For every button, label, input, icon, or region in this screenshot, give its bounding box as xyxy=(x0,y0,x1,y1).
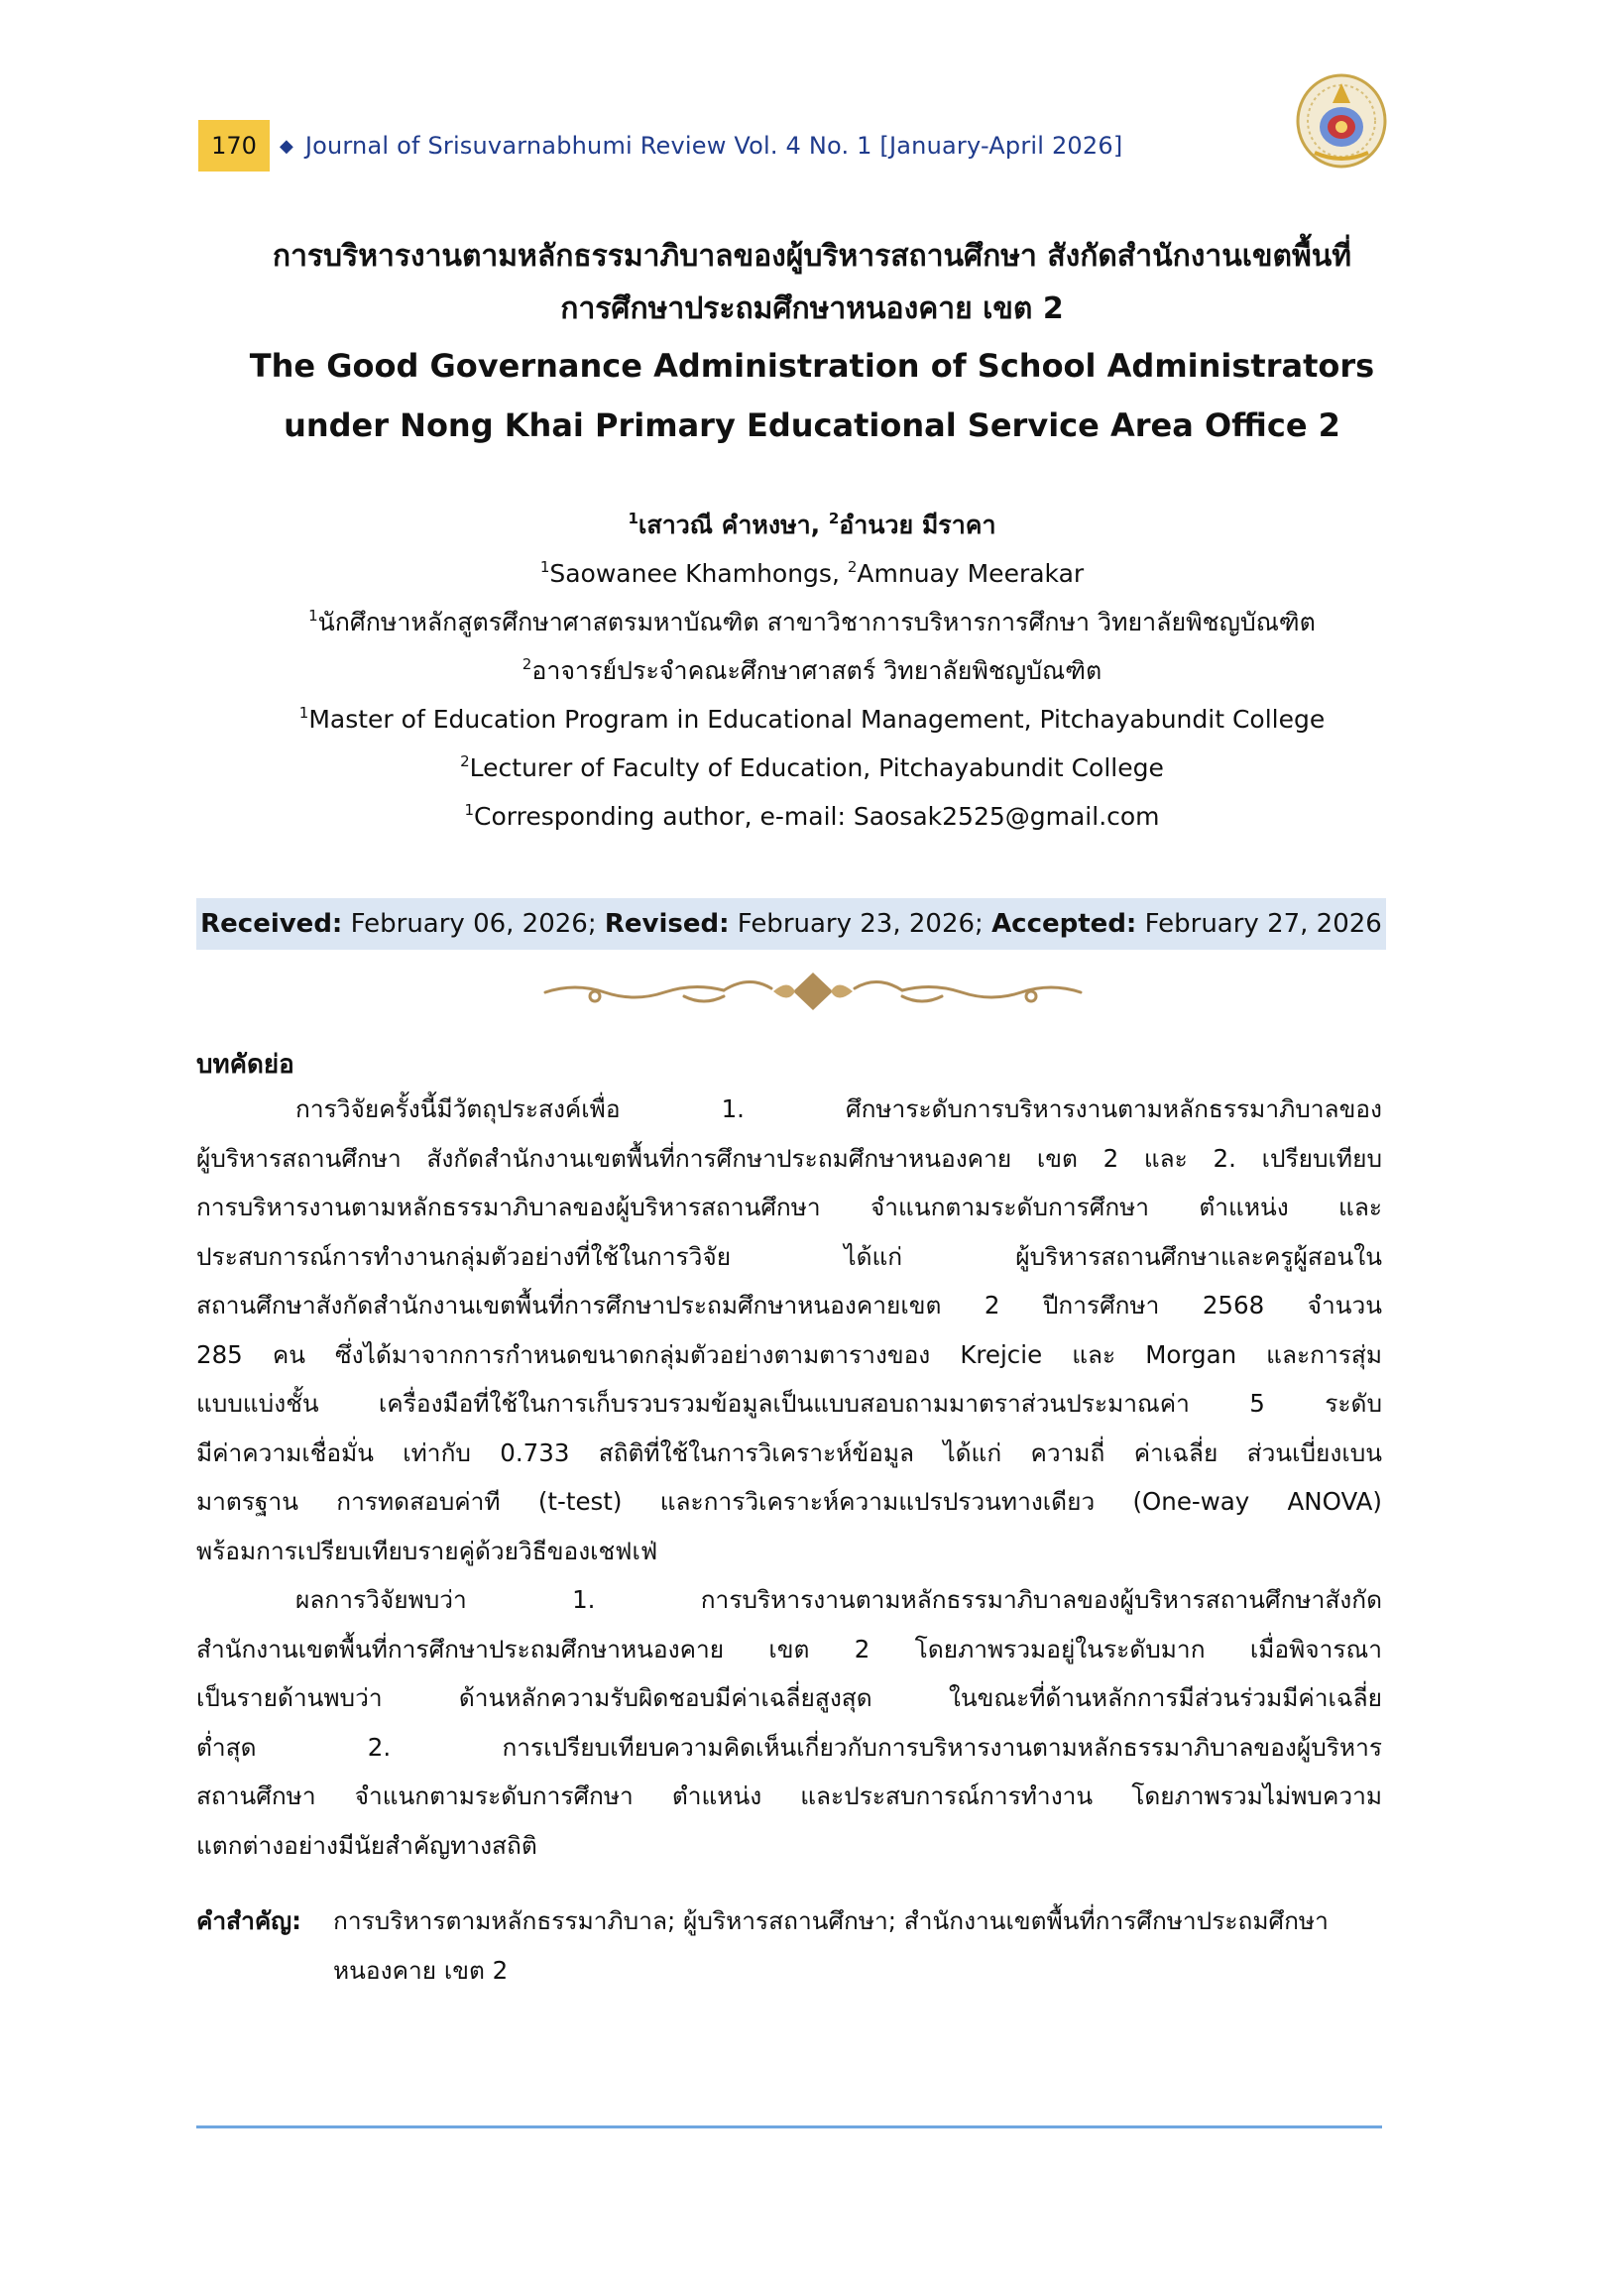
abstract-line: ผลการวิจัยพบว่า 1. การบริหารงานตามหลักธรรมาภิบาลของผู้บริหารสถานศึกษาสังกัด xyxy=(295,1585,1382,1614)
journal-title: Journal of Srisuvarnabhumi Review Vol. 4 No. 1 [January-April 2026] xyxy=(304,132,1123,160)
submission-dates: Received: February 06, 2026; Revised: February 23, 2026; Accepted: February 27, 2026 xyxy=(196,898,1386,950)
abstract-line: ต่ำสุด 2. การเปรียบเทียบความคิดเห็นเกี่ยวกับการบริหารงานตามหลักธรรมาภิบาลของผู้บริหาร xyxy=(196,1732,1382,1762)
abstract-heading: บทคัดย่อ xyxy=(196,1050,294,1080)
abstract-line: แตกต่างอย่างมีนัยสำคัญทางสถิติ xyxy=(196,1830,537,1860)
title-thai-line-1: การบริหารงานตามหลักธรรมาภิบาลของผู้บริหารสถานศึกษา สังกัดสำนักงานเขตพื้นที่ xyxy=(272,239,1352,274)
college-seal-logo-icon xyxy=(1295,69,1388,169)
abstract-line: แบบแบ่งชั้น เครื่องมือที่ใช้ในการเก็บรวบรวมข้อมูลเป็นแบบสอบถามมาตราส่วนประมาณค่า 5 ระดับ xyxy=(196,1389,1382,1418)
title-english-line-2: under Nong Khai Primary Educational Service Area Office 2 xyxy=(284,406,1340,444)
abstract-line: สถานศึกษาสังกัดสำนักงานเขตพื้นที่การศึกษาประถมศึกษาหนองคายเขต 2 ปีการศึกษา 2568 จำนวน xyxy=(196,1291,1382,1320)
abstract-line: สำนักงานเขตพื้นที่การศึกษาประถมศึกษาหนองคาย เขต 2 โดยภาพรวมอยู่ในระดับมาก เมื่อพิจารณา xyxy=(196,1634,1382,1664)
keywords xyxy=(196,1896,1382,1995)
abstract-line: การบริหารงานตามหลักธรรมาภิบาลของผู้บริหารสถานศึกษา จำแนกตามระดับการศึกษา ตำแหน่ง และ xyxy=(196,1193,1382,1221)
abstract-line: เป็นรายด้านพบว่า ด้านหลักความรับผิดชอบมีค่าเฉลี่ยสูงสุด ในขณะที่ด้านหลักการมีส่วนร่วมมีค่าเฉลี่ย xyxy=(196,1683,1382,1712)
keywords-text: การบริหารตามหลักธรรมาภิบาล; ผู้บริหารสถานศึกษา; สำนักงานเขตพื้นที่การศึกษาประถมศึกษา xyxy=(333,1906,1329,1935)
abstract-line: พร้อมการเปรียบเทียบรายคู่ด้วยวิธีของเชฟเฟ่ xyxy=(196,1536,658,1565)
title-english-line-1: The Good Governance Administration of School Administrators xyxy=(249,347,1375,385)
author-block xyxy=(149,501,1475,841)
abstract-line: มีค่าความเชื่อมั่น เท่ากับ 0.733 สถิติที่ใช้ในการวิเคราะห์ข้อมูล ได้แก่ ความถี่ ค่าเฉลี่ย ส่วนเบี่ยงเบน xyxy=(196,1437,1382,1467)
keywords-label: คำสำคัญ: xyxy=(196,1906,301,1935)
affiliation-thai-2: $^2$อาจารย์ประจำคณะศึกษาศาสตร์ วิทยาลัยพิชญบัณฑิต xyxy=(522,655,1102,685)
affiliation-english-2: $^2$Lecturer of Faculty of Education, Pitchayabundit College xyxy=(460,752,1164,782)
affiliation-thai-1: $^1$นักศึกษาหลักสูตรศึกษาศาสตรมหาบัณฑิต สาขาวิชาการบริหารการศึกษา วิทยาลัยพิชญบัณฑิต xyxy=(308,607,1316,636)
abstract-line: การวิจัยครั้งนี้มีวัตถุประสงค์เพื่อ 1. ศึกษาระดับการบริหารงานตามหลักธรรมาภิบาลของ xyxy=(295,1094,1382,1123)
abstract-line: ผู้บริหารสถานศึกษา สังกัดสำนักงานเขตพื้นที่การศึกษาประถมศึกษาหนองคาย เขต 2 และ 2. เปรียบเทียบ xyxy=(196,1143,1382,1173)
page-number: 170 xyxy=(198,120,270,172)
abstract-body xyxy=(196,1085,1382,1870)
running-header xyxy=(198,120,1122,172)
diamond-bullet-icon: ◆ xyxy=(280,135,293,157)
authors-thai: $^1$เสาวณี คำหงษา, $^2$อำนวย มีราคา xyxy=(628,510,996,539)
abstract-line: ประสบการณ์การทำงานกลุ่มตัวอย่างที่ใช้ในการวิจัย ได้แก่ ผู้บริหารสถานศึกษาและครูผู้สอนใน xyxy=(196,1241,1382,1271)
paper-title xyxy=(149,230,1475,454)
abstract-line: 285 คน ซึ่งได้มาจากการกำหนดขนาดกลุ่มตัวอย่างตามตารางของ Krejcie และ Morgan และการสุ่ม xyxy=(196,1339,1382,1369)
abstract-line: มาตรฐาน การทดสอบค่าที (t-test) และการวิเคราะห์ความแปรปรวนทางเดียว (One-way ANOVA) xyxy=(196,1487,1382,1516)
ornamental-divider-icon xyxy=(535,967,1091,1016)
abstract-line: สถานศึกษา จำแนกตามระดับการศึกษา ตำแหน่ง และประสบการณ์การทำงาน โดยภาพรวมไม่พบความ xyxy=(196,1781,1382,1810)
authors-english: $^1$Saowanee Khamhongs, $^2$Amnuay Meerakar xyxy=(539,558,1085,588)
footer-divider xyxy=(196,2125,1382,2128)
keywords-text-continued: หนองคาย เขต 2 xyxy=(333,1955,509,1985)
affiliation-english-1: $^1$Master of Education Program in Educational Management, Pitchayabundit College xyxy=(298,704,1326,734)
corresponding-author: $^1$Corresponding author, e-mail: Saosak2525@gmail.com xyxy=(464,801,1160,831)
title-thai-line-2: การศึกษาประถมศึกษาหนองคาย เขต 2 xyxy=(560,291,1064,326)
